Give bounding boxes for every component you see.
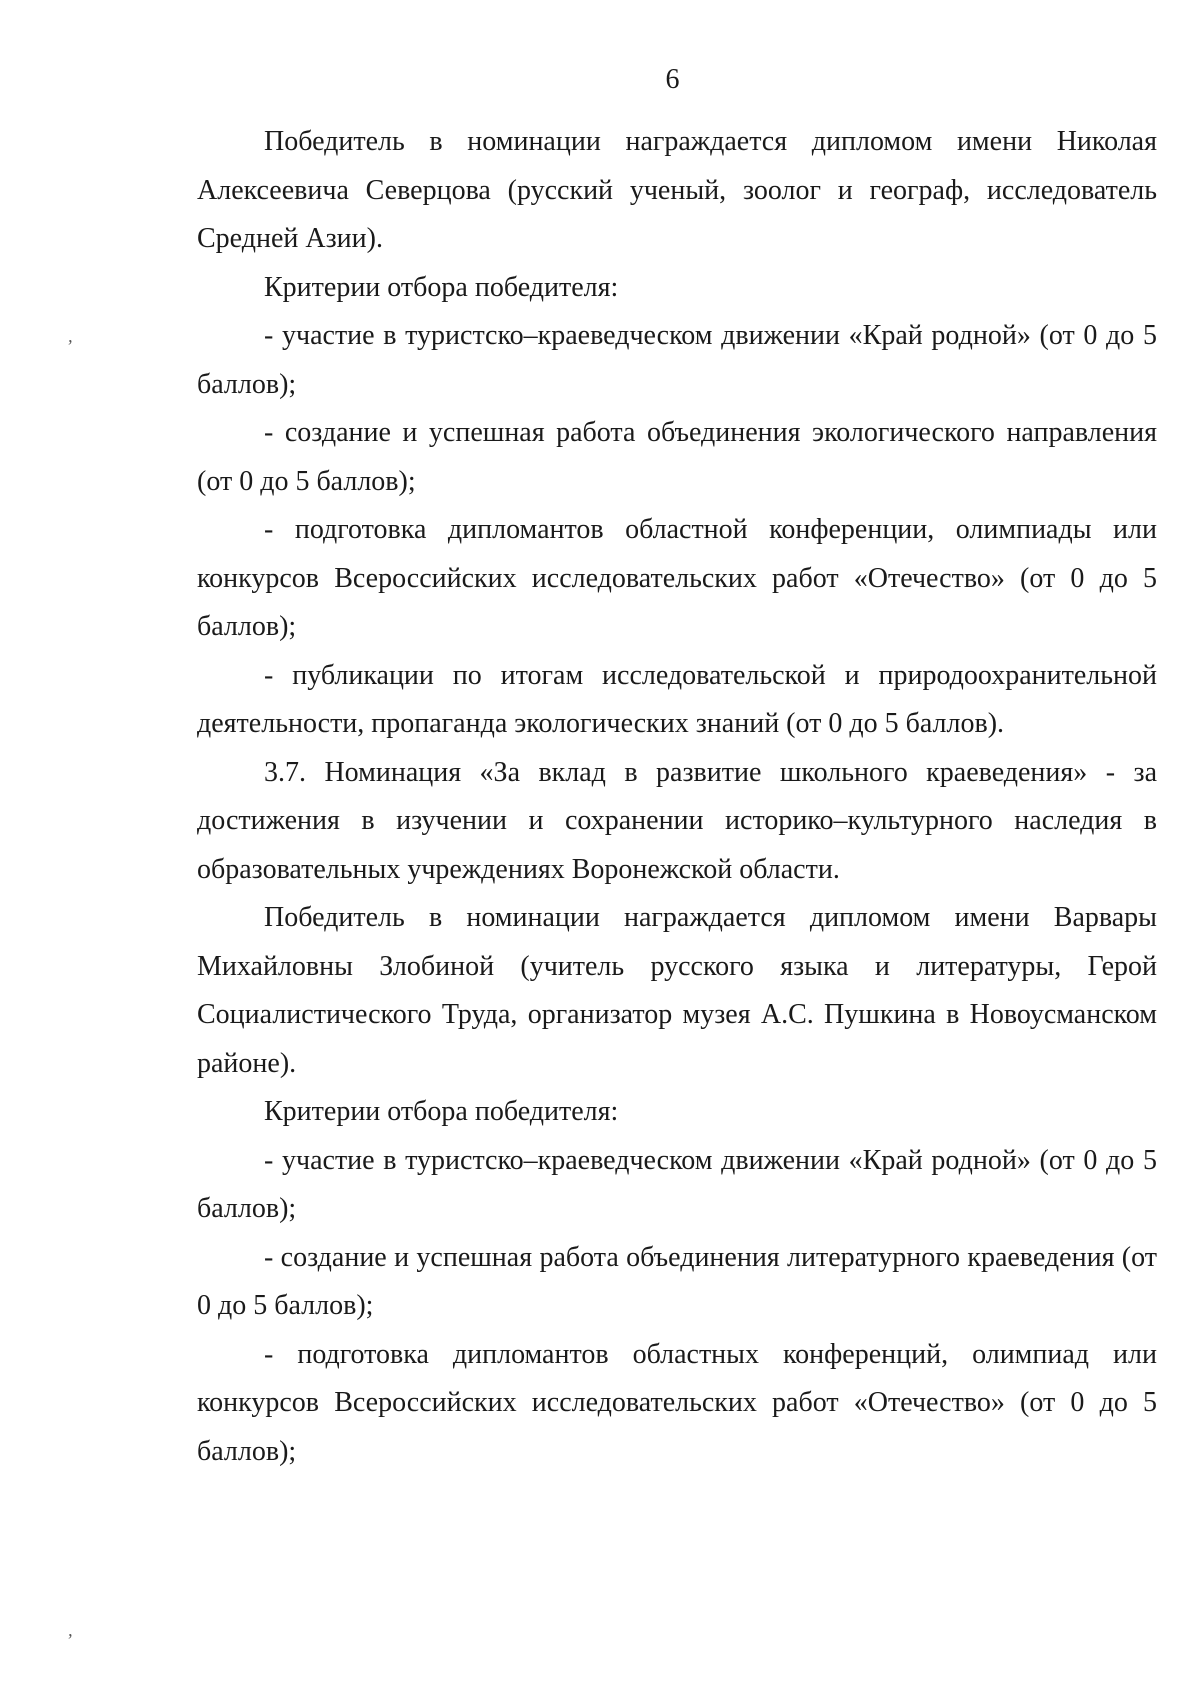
paragraph: - участие в туристско–краеведческом движении «Край родной» (от 0 до 5 баллов); bbox=[197, 1144, 1157, 1224]
paragraph: 3.7. Номинация «За вклад в развитие школьного краеведения» - за достижения в изучении и сохранении историко–культурного наследия в образовательных учреждениях Воронежской области. bbox=[197, 756, 1157, 885]
paragraph: Победитель в номинации награждается дипломом имени Варвары Михайловны Злобиной (учитель русского языка и литературы, Герой Социалистического Труда, организатор музея А.С. Пушкина в Новоусманском районе). bbox=[197, 902, 1157, 1079]
paragraph: - подготовка дипломантов областной конференции, олимпиады или конкурсов Всероссийских исследовательских работ «Отечество» (от 0 до 5 баллов); bbox=[197, 514, 1157, 642]
paragraph: - создание и успешная работа объединения экологического направления (от 0 до 5 баллов); bbox=[197, 417, 1157, 497]
paragraph: Критерии отбора победителя: bbox=[264, 1096, 619, 1127]
document-body bbox=[197, 118, 1157, 1476]
scan-mark: ʼ bbox=[66, 336, 72, 356]
paragraph: Победитель в номинации награждается дипломом имени Николая Алексеевича Северцова (русский ученый, зоолог и географ, исследователь Средней Азии). bbox=[197, 126, 1157, 254]
paragraph: - публикации по итогам исследовательской и природоохранительной деятельности, пропаганда экологических знаний (от 0 до 5 баллов). bbox=[197, 659, 1157, 739]
paragraph: - подготовка дипломантов областных конференций, олимпиад или конкурсов Всероссийских исследовательских работ «Отечество» (от 0 до 5 баллов); bbox=[197, 1338, 1157, 1467]
paragraph: - участие в туристско–краеведческом движении «Край родной» (от 0 до 5 баллов); bbox=[197, 320, 1157, 400]
page-number: 6 bbox=[665, 64, 680, 95]
scan-mark: ʼ bbox=[66, 1630, 72, 1650]
paragraph: - создание и успешная работа объединения литературного краеведения (от 0 до 5 баллов); bbox=[197, 1241, 1157, 1321]
paragraph: Критерии отбора победителя: bbox=[264, 271, 619, 303]
